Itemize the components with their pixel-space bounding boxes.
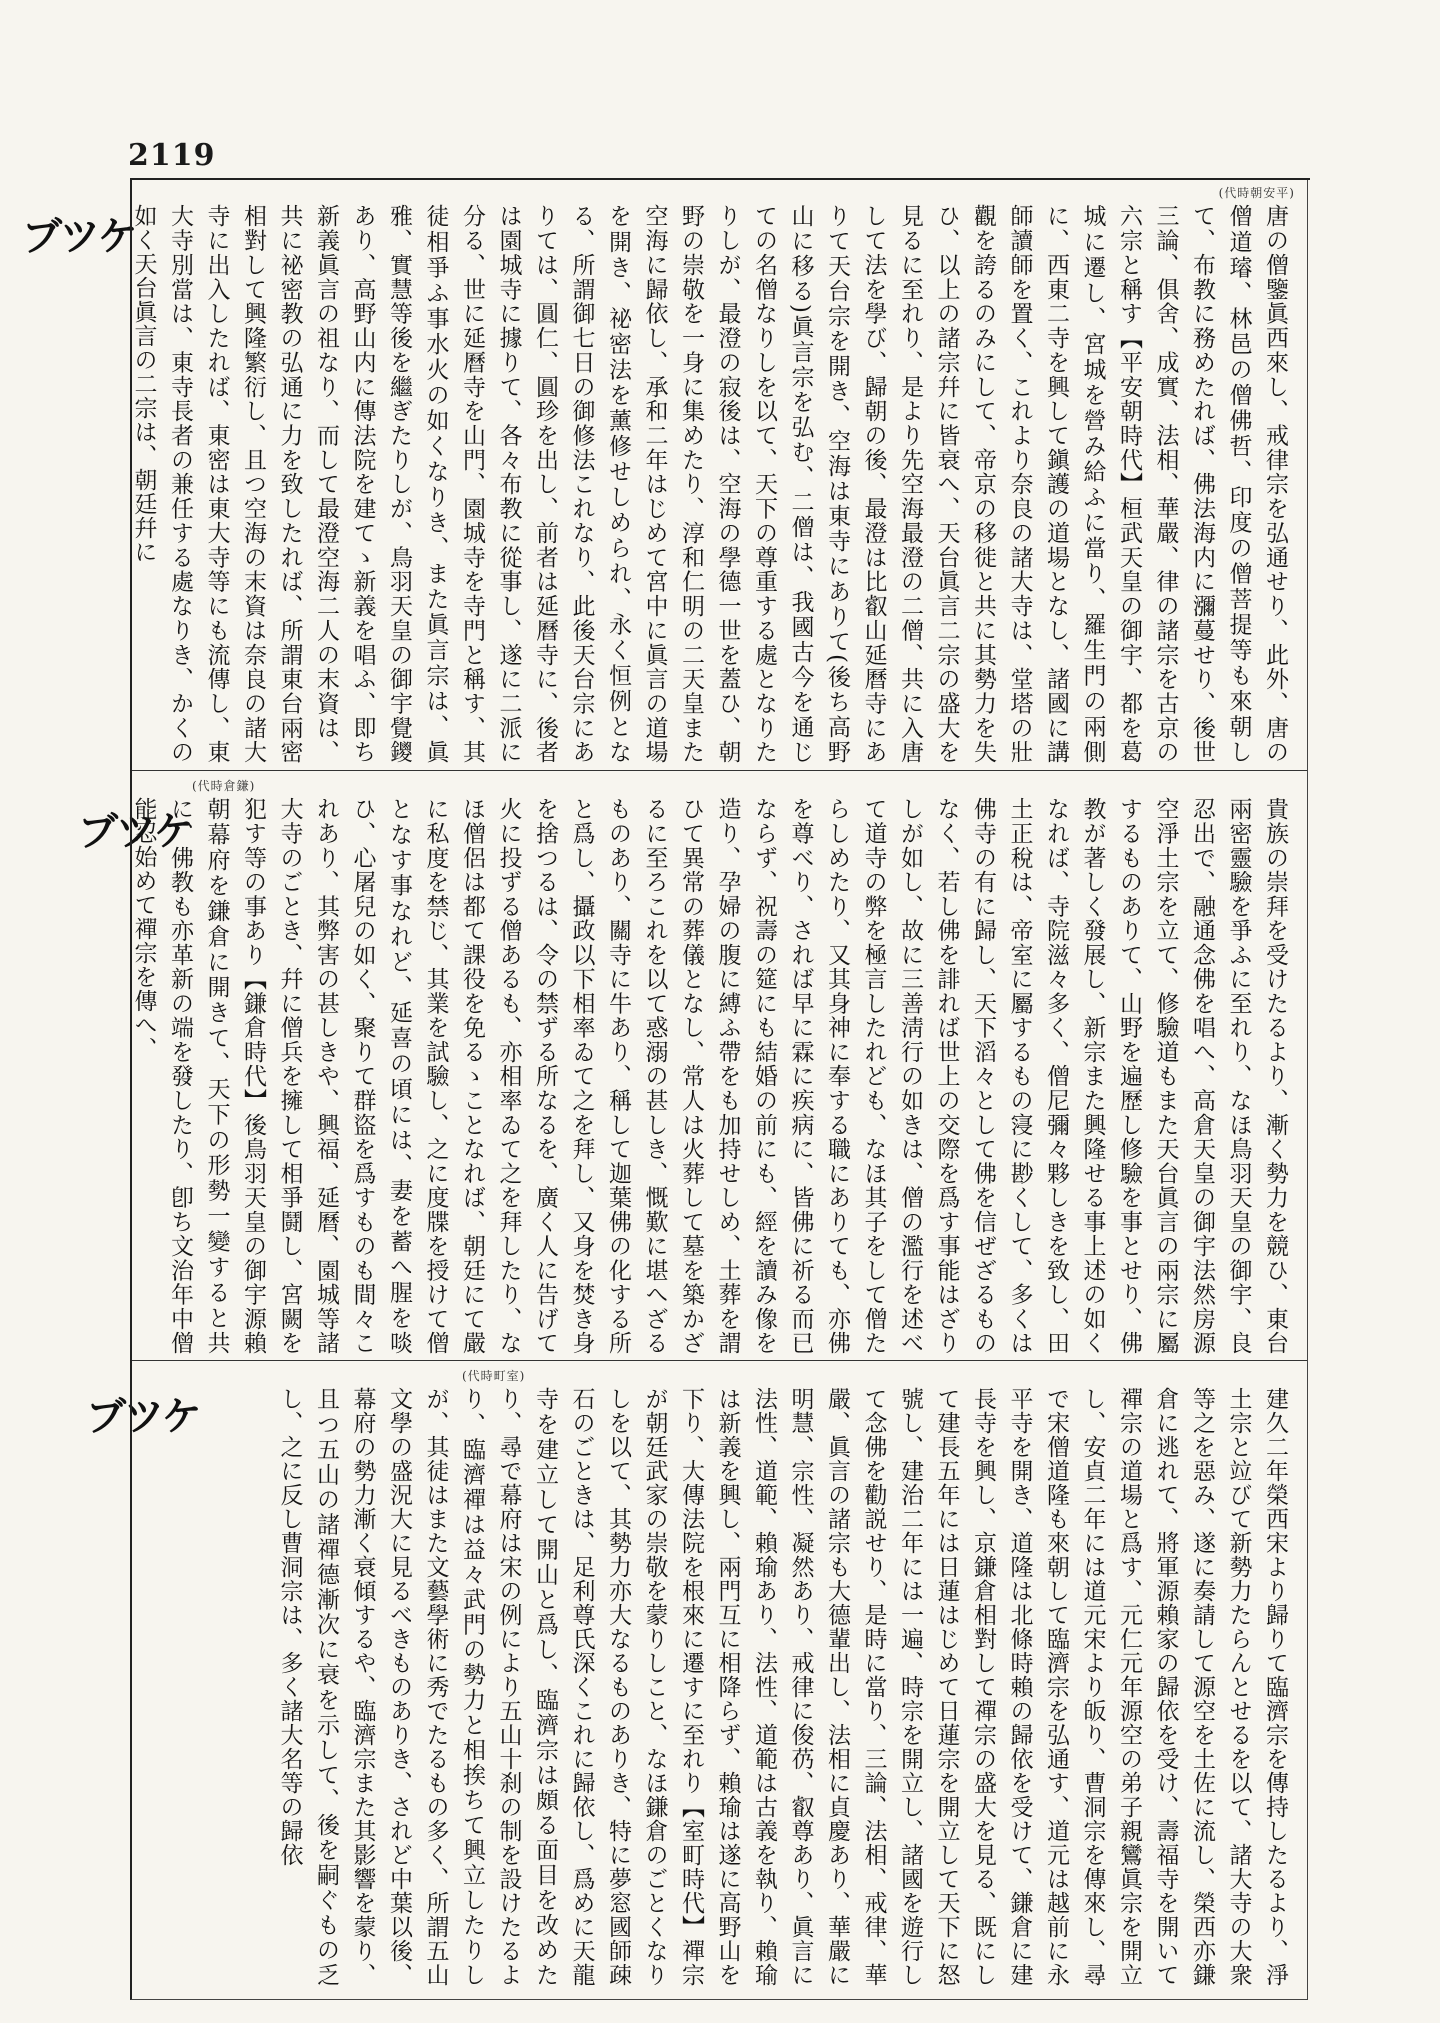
page-number: 2119 [128, 138, 216, 173]
section-muromachi [132, 1360, 1307, 1998]
side-heading-1: ブツケ [22, 214, 136, 260]
era-label: (代時倉鎌) [192, 779, 256, 793]
section-kamakura [132, 770, 1307, 1360]
era-label: (代時朝安平) [1218, 186, 1295, 200]
section-body-text: 唐の僧鑒眞西來し、戒律宗を弘通せり、此外、唐の僧道璿、林邑の僧佛哲、印度の僧菩提等も來朝して、布教に務めたれば、佛法海内に瀰蔓せり、後世三論、俱舍、成實、法相、華嚴、律の諸宗を古京の六宗と稱す【平安朝時代】桓武天皇の御宇、都を葛城に遷し、宮城を營み給ふに當り、羅生門の兩側に、西東二寺を興して鎭護の道場となし、諸國に講師讀師を置く、これより奈良の諸大寺は、堂塔の壯觀を誇るのみにして、帝京の移徙と共に其勢力を失ひ、以上の諸宗幷に皆衰へ、天台眞言二宗の盛大を見るに至れり、是より先空海最澄の二僧、共に入唐して法を學び、歸朝の後、最澄は比叡山延曆寺にありて天台宗を開き、空海は東寺にありて(後ち高野山に移る)眞言宗を弘む、二僧は、我國古今を通じての名僧なりしを以て、天下の尊重する處となりたりしが、最澄の寂後は、空海の學德一世を蓋ひ、朝野の崇敬を一身に集めたり、淳和仁明の二天皇また空海に歸依し、承和二年はじめて宮中に眞言の道場を開き、祕密法を薰修せしめられ、永く恒例となる、所謂御七日の御修法これなり、此後天台宗にありては、圓仁、圓珍を出し、前者は延曆寺に、後者は園城寺に據りて、各々布教に從事し、遂に二派に分る、世に延曆寺を山門、園城寺を寺門と稱す、其徒相爭ふ事水火の如くなりき、また眞言宗は、眞雅、實慧等後を繼ぎたりしが、鳥羽天皇の御宇覺鑁あり、高野山内に傳法院を建てゝ新義を唱ふ、即ち新義眞言の祖なり、而して最澄空海二人の末資は、共に祕密教の弘通に力を致したれば、所謂東台兩密相對して興隆繁衍し、且つ空海の末資は奈良の諸大寺に出入したれば、東密は東大寺等にも流傳し、東大寺別當は、東寺長者の兼任する處なりき、かくの如く天台眞言の二宗は、朝廷幷に [130, 204, 1288, 765]
page-frame [130, 180, 1308, 2000]
side-heading-3: ブツケ [86, 1394, 200, 1440]
section-body-text: 建久二年榮西宋より歸りて臨濟宗を傳持したるより、淨土宗と竝びて新勢力たらんとせるを以て、諸大寺の大衆等之を惡み、遂に奏請して源空を土佐に流し、榮西亦鎌倉に逃れて、將軍源賴家の歸依を受け、壽福寺を開いて禪宗の道場と爲す、元仁元年源空の弟子親鸞眞宗を開立し、安貞二年には道元宋より皈り、曹洞宗を傳來し、尋で宋僧道隆も來朝して臨濟宗を弘通す、道元は越前に永平寺を開き、道隆は北條時賴の歸依を受けて、鎌倉に建長寺を興し、京鎌倉相對して禪宗の盛大を見る、既にして建長五年には日蓮はじめて日蓮宗を開立して天下に怒號し、建治二年には一遍、時宗を開立し、諸國を遊行して念佛を勸説せり、是時に當り、三論、法相、戒律、華嚴、眞言の諸宗も大德輩出し、法相に貞慶あり、華嚴に明慧、宗性、凝然あり、戒律に俊芿、叡尊あり、眞言に法性、道範、賴瑜あり、法性、道範は古義を執り、賴瑜は新義を興し、兩門互に相降らず、賴瑜は遂に高野山を下り、大傳法院を根來に遷すに至れり【室町時代】禪宗が朝廷武家の崇敬を蒙りしこと、なほ鎌倉のごとくなりしを以て、其勢力亦大なるものありき、特に夢窓國師疎石のごときは、足利尊氏深くこれに歸依し、爲めに天龍寺を建立して開山と爲し、臨濟宗は頗る面目を改めたり、尋で幕府は宋の例により五山十刹の制を設けたるより、臨濟禪は益々武門の勢力と相挨ちて興立したりしが、其徒はまた文藝學術に秀でたるもの多く、所謂五山文學の盛況大に見るべきものありき、されど中葉以後、幕府の勢力漸く衰傾するや、臨濟宗また其影響を蒙り、且つ五山の諸禪德漸次に衰を示して、後を嗣ぐもの乏し、之に反し曹洞宗は、多く諸大名等の歸依 [276, 1387, 1288, 1987]
side-heading-2: ブツケ [78, 809, 192, 855]
era-label: (代時町室) [462, 1369, 526, 1383]
section-body-text: 貴族の崇拜を受けたるより、漸く勢力を競ひ、東台兩密靈驗を爭ふに至れり、なほ鳥羽天皇の御宇、良忍出で、融通念佛を唱へ、高倉天皇の御宇法然房源空淨土宗を立て、修驗道もまた天台眞言の兩宗に屬するものありて、山野を遍歷し修驗を事とせり、佛教が著しく發展し、新宗また興隆せる事上述の如くなれば、寺院滋々多く、僧尼彌々夥しきを致し、田土正稅は、帝室に屬するもの寖に尠くして、多くは佛寺の有に歸し、天下滔々として佛を信ぜざるものなく、若し佛を誹れば世上の交際を爲す事能はざりしが如し、故に三善淸行の如きは、僧の濫行を述べて道寺の弊を極言したれども、なほ其子をして僧たらしめたり、又其身神に奉する職にありても、亦佛を尊べり、されば早に霖に疾病に、皆佛に祈る而已ならず、祝壽の筵にも結婚の前にも、經を讀み像を造り、孕婦の腹に縛ふ帶をも加持せしめ、土葬を謂ひて異常の葬儀となし、常人は火葬して墓を築かざるに至ろこれを以て惑溺の甚しき、慨歎に堪へざるものあり、關寺に牛あり、稱して迦葉佛の化する所と爲し、攝政以下相率ゐて之を拜し、又身を焚き身を捨つるは、令の禁ずる所なるを、廣く人に告げて火に投ずる僧あるも、亦相率ゐて之を拜したり、なほ僧侶は都て課役を免るゝことなれば、朝廷にて嚴に私度を禁じ、其業を試驗し、之に度牒を授けて僧となす事なれど、延喜の頃には、妻を蓄へ腥を啖ひ、心屠兒の如く、聚りて群盜を爲すものも間々これあり、其弊害の甚しきや、興福、延曆、園城等諸大寺のごとき、幷に僧兵を擁して相爭鬪し、宮闕を犯す等の事あり【鎌倉時代】後鳥羽天皇の御宇源賴朝幕府を鎌倉に開きて、天下の形勢一變すると共に、佛教も亦革新の端を發したり、卽ち文治年中僧能忍始めて禪宗を傳へ、 [130, 797, 1288, 1355]
section-heian [132, 180, 1307, 770]
